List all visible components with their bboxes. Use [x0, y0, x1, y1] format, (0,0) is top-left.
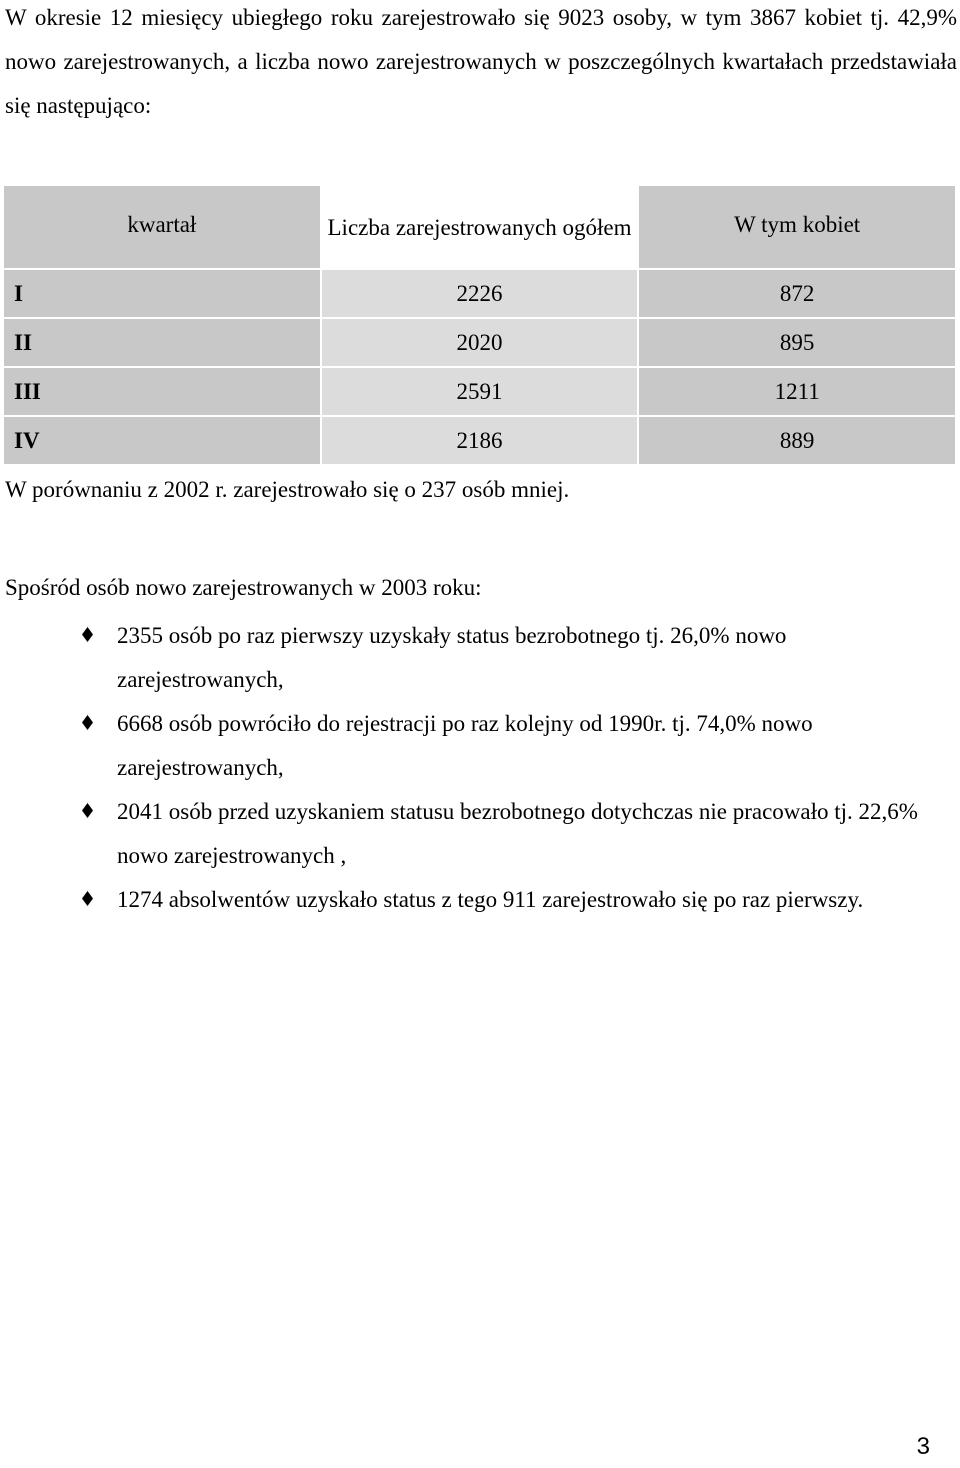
- cell-quarter: II: [4, 319, 320, 366]
- list-item: [0, 790, 960, 878]
- list-item: [0, 702, 960, 790]
- header-total: Liczba zarejestrowanych ogółem: [322, 186, 638, 268]
- cell-total: 2020: [322, 319, 638, 366]
- table-header-row: [4, 186, 955, 268]
- cell-total: 2226: [322, 270, 638, 317]
- comparison-paragraph: W porównaniu z 2002 r. zarejestrowało się o 237 osób mniej.: [5, 477, 570, 502]
- diamond-bullet-icon: [82, 803, 93, 818]
- cell-women: 889: [639, 417, 955, 464]
- statistics-list: [0, 614, 960, 922]
- diamond-bullet-icon: [82, 891, 93, 906]
- diamond-bullet-icon: [82, 627, 93, 642]
- list-item-text: 1274 absolwentów uzyskało status z tego 911 zarejestrowało się po raz pierwszy.: [117, 887, 864, 912]
- cell-quarter: III: [4, 368, 320, 415]
- cell-quarter: I: [4, 270, 320, 317]
- list-item: [0, 878, 960, 922]
- cell-women: 872: [639, 270, 955, 317]
- list-item: [0, 614, 960, 702]
- list-item-text: 2041 osób przed uzyskaniem statusu bezrobotnego dotychczas nie pracowało tj. 22,6% nowo zarejestrowanych ,: [117, 799, 918, 868]
- header-quarter: kwartał: [4, 186, 320, 268]
- cell-quarter: IV: [4, 417, 320, 464]
- list-intro: Spośród osób nowo zarejestrowanych w 2003 roku:: [5, 575, 482, 600]
- cell-women: 1211: [639, 368, 955, 415]
- table-row: [4, 417, 955, 464]
- cell-total: 2186: [322, 417, 638, 464]
- table-row: [4, 270, 955, 317]
- diamond-bullet-icon: [82, 715, 93, 730]
- table-row: [4, 319, 955, 366]
- header-women: W tym kobiet: [639, 186, 955, 268]
- cell-total: 2591: [322, 368, 638, 415]
- list-item-text: 2355 osób po raz pierwszy uzyskały status bezrobotnego tj. 26,0% nowo zarejestrowanych,: [117, 623, 787, 692]
- intro-paragraph: W okresie 12 miesięcy ubiegłego roku zarejestrowało się 9023 osoby, w tym 3867 kobiet tj. 42,9% nowo zarejestrowanych, a liczba nowo zarejestrowanych w poszczególnych kwartałach przedstawiała się następująco:: [5, 5, 957, 118]
- table-row: [4, 368, 955, 415]
- registrations-table: [2, 184, 957, 466]
- list-item-text: 6668 osób powróciło do rejestracji po raz kolejny od 1990r. tj. 74,0% nowo zarejestrowanych,: [117, 711, 813, 780]
- page-number: 3: [916, 1433, 930, 1460]
- cell-women: 895: [639, 319, 955, 366]
